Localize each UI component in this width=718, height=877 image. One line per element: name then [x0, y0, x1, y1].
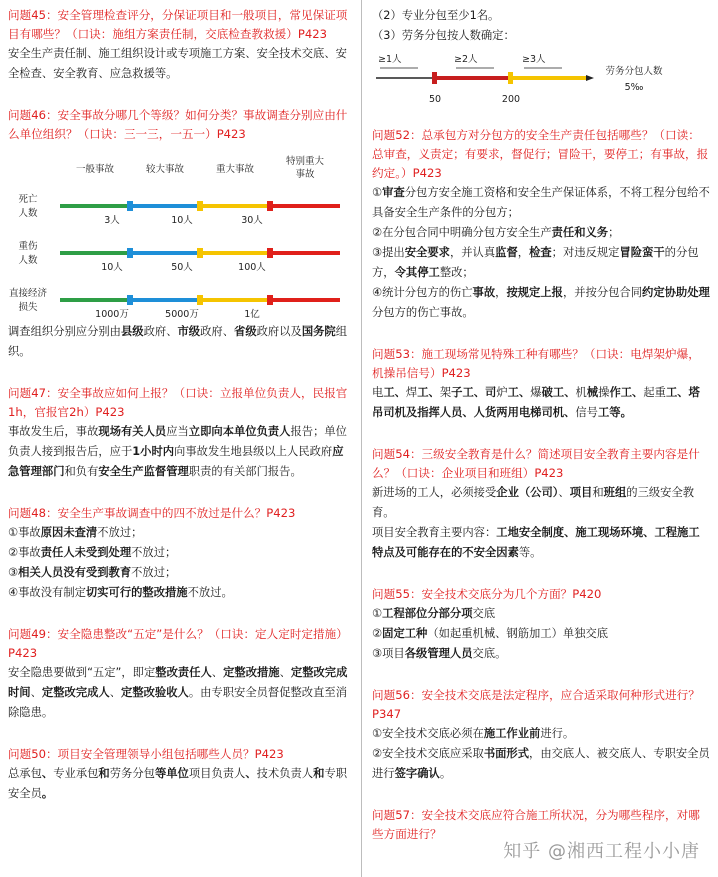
marker-200 [508, 72, 513, 84]
text-segment: 不放过。 [187, 586, 233, 599]
bold-text: 工、 [507, 386, 531, 399]
text-segment: 专业承包 [53, 767, 99, 780]
question-47 [8, 384, 350, 482]
question-54 [372, 445, 710, 563]
bar-segment [270, 204, 340, 208]
threshold-marker [267, 248, 273, 258]
question-46 [8, 106, 350, 362]
accident-grade-diagram [8, 150, 348, 320]
range-label: ≥1人 [378, 54, 402, 65]
text-segment: ， [495, 286, 507, 299]
bold-text: 整改责任人 [155, 666, 212, 679]
question-56-item-2 [372, 744, 710, 784]
bold-text: 施工作业前 [483, 727, 541, 740]
question-45-title: 问题45：安全管理检查评分，分保证项目和一般项目，常见保证项目有哪些？（口诀：施组方案责任制，交底检查教救援）P423 [8, 8, 348, 41]
bold-text: 工程部位分部分项 [382, 607, 473, 620]
bar-segment [270, 251, 340, 255]
threshold-marker [267, 201, 273, 211]
axis-label-ratio: 5‰ [624, 82, 644, 93]
question-52 [372, 126, 710, 323]
text-segment: 劳务分包 [109, 767, 155, 780]
text-segment: ① [372, 186, 383, 199]
axis-label: 劳务分包人数 [605, 66, 663, 77]
text-segment: 交底。 [472, 647, 507, 660]
question-54-title: 问题54：三级安全教育是什么？简述项目安全教育主要内容是什么？（口诀：企业项目和班组）P423 [372, 447, 700, 480]
text-segment: 职责的有关部门报告。 [188, 465, 302, 478]
text-segment: ①事故 [8, 526, 41, 539]
bold-text: 责任人未受到处理 [40, 546, 132, 559]
text-segment: 。由专职安全员督促整改直至消除隐患。 [8, 686, 347, 719]
bold-text: 切实可行的整改措施 [85, 586, 188, 599]
threshold-marker [197, 295, 203, 305]
bold-text: 国务院 [301, 325, 336, 338]
text-segment: 安全隐患要做到“五定”，即定 [8, 666, 156, 679]
question-46-answer [8, 322, 350, 362]
arrow-icon [586, 75, 594, 81]
bold-text: 工、塔吊司机及指挥人员、人货两用电梯司机、 [372, 386, 700, 419]
bar-segment [60, 251, 130, 255]
question-53-title: 问题53：施工现场常见特殊工种有哪些？（口诀：电焊架炉爆，机操吊信号）P423 [372, 347, 700, 380]
text-segment: 、 [211, 666, 224, 679]
threshold-marker [197, 201, 203, 211]
text-segment: ，并按分包合同 [562, 286, 643, 299]
text-segment: 、 [109, 686, 122, 699]
bold-text: 定整改措施 [223, 666, 280, 679]
bold-text: 市级 [177, 325, 201, 338]
text-segment: 。 [439, 767, 452, 780]
specialty-subcontract-line: （2）专业分包至少1名。 [372, 9, 500, 22]
question-50 [8, 745, 350, 804]
text-segment: 政府、 [143, 325, 178, 338]
text-segment: ①安全技术交底必须在 [372, 727, 484, 740]
question-52-item-4 [372, 283, 710, 323]
text-segment: 和负有 [64, 465, 99, 478]
bar-segment [60, 204, 130, 208]
question-56-title: 问题56：安全技术交底是法定程序，应合适采取何种形式进行？P347 [372, 688, 700, 721]
question-48-item-2 [8, 543, 350, 563]
labor-subcontract-section [372, 0, 710, 110]
bold-text: 书面形式 [483, 747, 530, 760]
text-segment: （如起重机械、钢筋加工）单独交底 [427, 627, 609, 640]
question-49-answer [8, 663, 350, 723]
bold-text: 子工、司 [451, 386, 497, 399]
bar-segment [130, 298, 200, 302]
question-50-answer [8, 764, 350, 804]
bold-text: 检查 [529, 246, 552, 259]
bold-text: 安全要求 [404, 246, 450, 259]
bold-text: 班组 [603, 486, 627, 499]
text-segment: 信号 [575, 406, 598, 419]
text-segment: 政府以及 [256, 325, 302, 338]
question-47-title: 问题47：安全事故应如何上报？（口诀：立报单位负责人，民报官1h，官报官2h）P423 [8, 386, 348, 419]
row-label-2: 人数 [18, 208, 38, 219]
threshold-label: 10人 [101, 262, 123, 273]
text-segment: ④事故没有制定 [8, 586, 86, 599]
text-segment: 炉 [496, 386, 508, 399]
grade-label-major: 较大事故 [145, 164, 185, 175]
text-segment: 总承包 [8, 767, 42, 780]
bold-text: 固定工种 [382, 627, 428, 640]
text-segment: 项目负责人 [188, 767, 246, 780]
tick-label-200: 200 [501, 94, 521, 105]
bold-text: 安全生产监督管理 [98, 465, 189, 478]
marker-50 [432, 72, 437, 84]
text-segment: 不放过； [131, 546, 177, 559]
bar-segment [200, 204, 270, 208]
text-segment: ① [372, 607, 383, 620]
bold-text: 县级 [120, 325, 144, 338]
left-column [8, 0, 350, 804]
text-segment: 操 [598, 386, 610, 399]
text-segment: ③提出 [372, 246, 405, 259]
range-label: ≥2人 [454, 54, 478, 65]
column-divider [361, 0, 362, 877]
bold-text: 应急管理部门 [8, 445, 344, 478]
question-53 [372, 345, 710, 423]
question-56 [372, 686, 710, 784]
text-segment: ②在分包合同中明确分包方安全生产 [372, 226, 552, 239]
bar-segment [130, 204, 200, 208]
bold-text: 作工、 [609, 386, 644, 399]
bold-text: 定整改验收人 [121, 686, 189, 699]
question-52-item-3 [372, 243, 710, 283]
text-segment: ，由交底人、被交底人、专职安全员进行 [372, 747, 710, 780]
range-label: ≥3人 [522, 54, 546, 65]
bold-text: 令其停工 [394, 266, 440, 279]
text-segment: 分包方的伤亡事故。 [372, 306, 474, 319]
text-segment: ④统计分包方的伤亡 [372, 286, 473, 299]
question-50-title: 问题50：项目安全管理领导小组包括哪些人员？P423 [8, 747, 284, 761]
question-45-answer: 安全生产责任制、施工组织设计或专项施工方案、安全技术交底、安全检查、安全教育、应急救援等。 [8, 47, 347, 80]
text-segment: 焊 [405, 386, 418, 399]
labor-subcontract-line: （3）劳务分包按人数确定： [372, 29, 515, 42]
text-segment: 和 [592, 486, 604, 499]
bold-text: 项目 [569, 486, 593, 499]
threshold-marker [197, 248, 203, 258]
row-label: 直接经济 [8, 288, 48, 299]
row-label: 死亡 [18, 194, 38, 205]
text-segment: 分包方安全施工资格和安全生产保证体系，不将工程分包给不具备安全生产条件的分包方； [372, 186, 710, 219]
text-segment: 技术负责人 [256, 767, 314, 780]
text-segment: 项目安全教育主要内容： [372, 526, 497, 539]
bold-text: 审查 [382, 186, 405, 199]
text-segment: 起重 [643, 386, 666, 399]
question-52-title: 问题52：总承包方对分包方的安全生产责任包括哪些？（口读：总审查，义责定；有要求，督促行；冒险干，要停工；有事故，报约定。）P423 [372, 128, 709, 180]
text-segment: 事故发生后，事故 [8, 425, 99, 438]
text-segment: 向事故发生地县级以上人民政府 [174, 445, 333, 458]
bold-text: 各级管理人员 [404, 647, 473, 660]
bold-text: 事故 [472, 286, 496, 299]
question-49-title: 问题49：安全隐患整改“五定”是什么？（口诀：定人定时定措施）P423 [8, 627, 348, 660]
text-segment: 应当 [166, 425, 189, 438]
bold-text: 破工、 [541, 386, 576, 399]
bold-text: 相关人员没有受到教育 [18, 566, 132, 579]
question-48-item-4 [8, 583, 350, 603]
question-53-answer [372, 383, 710, 423]
threshold-marker [127, 248, 133, 258]
text-segment: 交底 [472, 607, 496, 620]
question-48-item-3 [8, 563, 350, 583]
threshold-label: 30人 [241, 215, 263, 226]
threshold-marker [127, 295, 133, 305]
text-segment: 、 [279, 666, 291, 679]
bold-text: 和 [98, 767, 110, 780]
grade-label-serious: 重大事故 [215, 164, 255, 175]
question-55-item-1 [372, 604, 710, 624]
bar-segment [60, 298, 130, 302]
bar-segment [200, 298, 270, 302]
question-55 [372, 585, 710, 664]
text-segment: 等。 [518, 546, 542, 559]
text-segment: 不放过； [131, 566, 177, 579]
grade-label-especially-serious: 特别重大 [285, 156, 325, 167]
question-52-item-2 [372, 223, 710, 243]
question-54-answer-1 [372, 483, 710, 523]
question-49 [8, 625, 350, 723]
bold-text: 工地安全制度、施工现场环境、工程施工特点及可能存在的不安全因素 [372, 526, 700, 559]
text-segment: 、 [30, 686, 42, 699]
text-segment: ②事故 [8, 546, 41, 559]
row-label-2: 损失 [18, 302, 38, 313]
text-segment: 、 [558, 486, 570, 499]
bold-text: 约定协助处理 [642, 286, 710, 299]
labor-subcontract-diagram [372, 46, 710, 110]
text-segment: 进行。 [540, 727, 575, 740]
bold-text: 现场有关人员 [98, 425, 167, 438]
text-segment: ， [517, 246, 530, 259]
bold-text: 定整改完成时间 [8, 666, 348, 699]
threshold-label: 3人 [104, 215, 120, 226]
text-segment: ②安全技术交底应采取 [372, 747, 484, 760]
bold-text: 。 [41, 787, 54, 800]
question-55-item-2 [372, 624, 710, 644]
text-segment: ； [608, 226, 620, 239]
text-segment: 报告；单位负责人接到报告后，应于 [8, 425, 347, 458]
bar-segment [270, 298, 340, 302]
question-55-item-3 [372, 644, 710, 664]
bold-text: 按规定上报 [506, 286, 563, 299]
bold-text: 工、 [417, 386, 440, 399]
question-47-answer [8, 422, 350, 482]
text-segment: 的三级安全教育。 [372, 486, 695, 519]
threshold-label: 100人 [238, 262, 266, 273]
bold-text: 定整改完成人 [41, 686, 110, 699]
bar-segment [200, 251, 270, 255]
text-segment: 机 [575, 386, 587, 399]
grade-label-general: 一般事故 [75, 164, 115, 175]
question-45 [8, 0, 350, 84]
row-label: 重伤 [18, 241, 38, 252]
bold-text: 原因未查清 [40, 526, 98, 539]
threshold-marker [127, 201, 133, 211]
bold-text: 省级 [234, 325, 257, 338]
bold-text: 工、 [383, 386, 406, 399]
right-column [372, 0, 710, 844]
threshold-label: 5000万 [165, 309, 199, 320]
bold-text: 工等。 [597, 406, 632, 419]
text-segment: ；对违反规定 [551, 246, 620, 259]
bar-segment [130, 251, 200, 255]
question-48-title: 问题48：安全生产事故调查中的四不放过是什么？P423 [8, 506, 296, 520]
row-label-2: 人数 [18, 255, 38, 266]
text-segment: ，并认真 [449, 246, 496, 259]
threshold-marker [267, 295, 273, 305]
bold-text: 立即向本单位负责人 [188, 425, 291, 438]
bold-text: 、 [41, 767, 54, 780]
bold-text: 和 [313, 767, 325, 780]
bold-text: 签字确认 [394, 767, 440, 780]
question-56-item-1 [372, 724, 710, 744]
text-segment: 组织。 [8, 325, 348, 358]
bold-text: 等单位 [154, 767, 189, 780]
question-46-title: 问题46：安全事故分哪几个等级？如何分类？事故调查分别应由什么单位组织？（口诀：三一三，一五一）P423 [8, 108, 348, 141]
text-segment: 的分包方， [372, 246, 699, 279]
text-segment: 新进场的工人，必须接受 [372, 486, 497, 499]
threshold-label: 1000万 [95, 309, 129, 320]
bold-text: 、 [245, 767, 257, 780]
text-segment: 爆 [530, 386, 542, 399]
text-segment: 架 [439, 386, 452, 399]
question-48 [8, 504, 350, 603]
bold-text: 1小时内 [132, 445, 175, 458]
text-segment: 政府、 [200, 325, 235, 338]
text-segment: 调查组织分别应分别由 [8, 325, 121, 338]
question-48-item-1 [8, 523, 350, 543]
text-segment: 整改； [439, 266, 474, 279]
grade-label-especially-serious-2: 事故 [295, 169, 315, 180]
watermark: 知乎 @湘西工程小小唐 [503, 841, 700, 862]
bold-text: 械 [586, 386, 599, 399]
text-segment: ③项目 [372, 647, 405, 660]
threshold-label: 1亿 [244, 309, 260, 320]
question-52-item-1 [372, 183, 710, 223]
text-segment: 专职安全员 [8, 767, 348, 800]
question-57-title: 问题57：安全技术交底应符合施工所状况，分为哪些程序，对哪些方面进行？ [372, 808, 700, 841]
text-segment: 不放过； [97, 526, 143, 539]
bold-text: 企业（公司） [496, 486, 559, 499]
bold-text: 冒险蛮干 [619, 246, 665, 259]
threshold-label: 50人 [171, 262, 193, 273]
threshold-label: 10人 [171, 215, 193, 226]
question-55-title: 问题55：安全技术交底分为几个方面？P420 [372, 587, 602, 601]
question-54-answer-2 [372, 523, 710, 563]
text-segment: 电 [372, 386, 384, 399]
text-segment: ③ [8, 566, 19, 579]
bold-text: 责任和义务 [551, 226, 609, 239]
tick-label-50: 50 [428, 94, 442, 105]
text-segment: ② [372, 627, 383, 640]
range-segment-red [434, 76, 510, 80]
range-segment-yellow [510, 76, 586, 80]
bold-text: 监督 [495, 246, 518, 259]
